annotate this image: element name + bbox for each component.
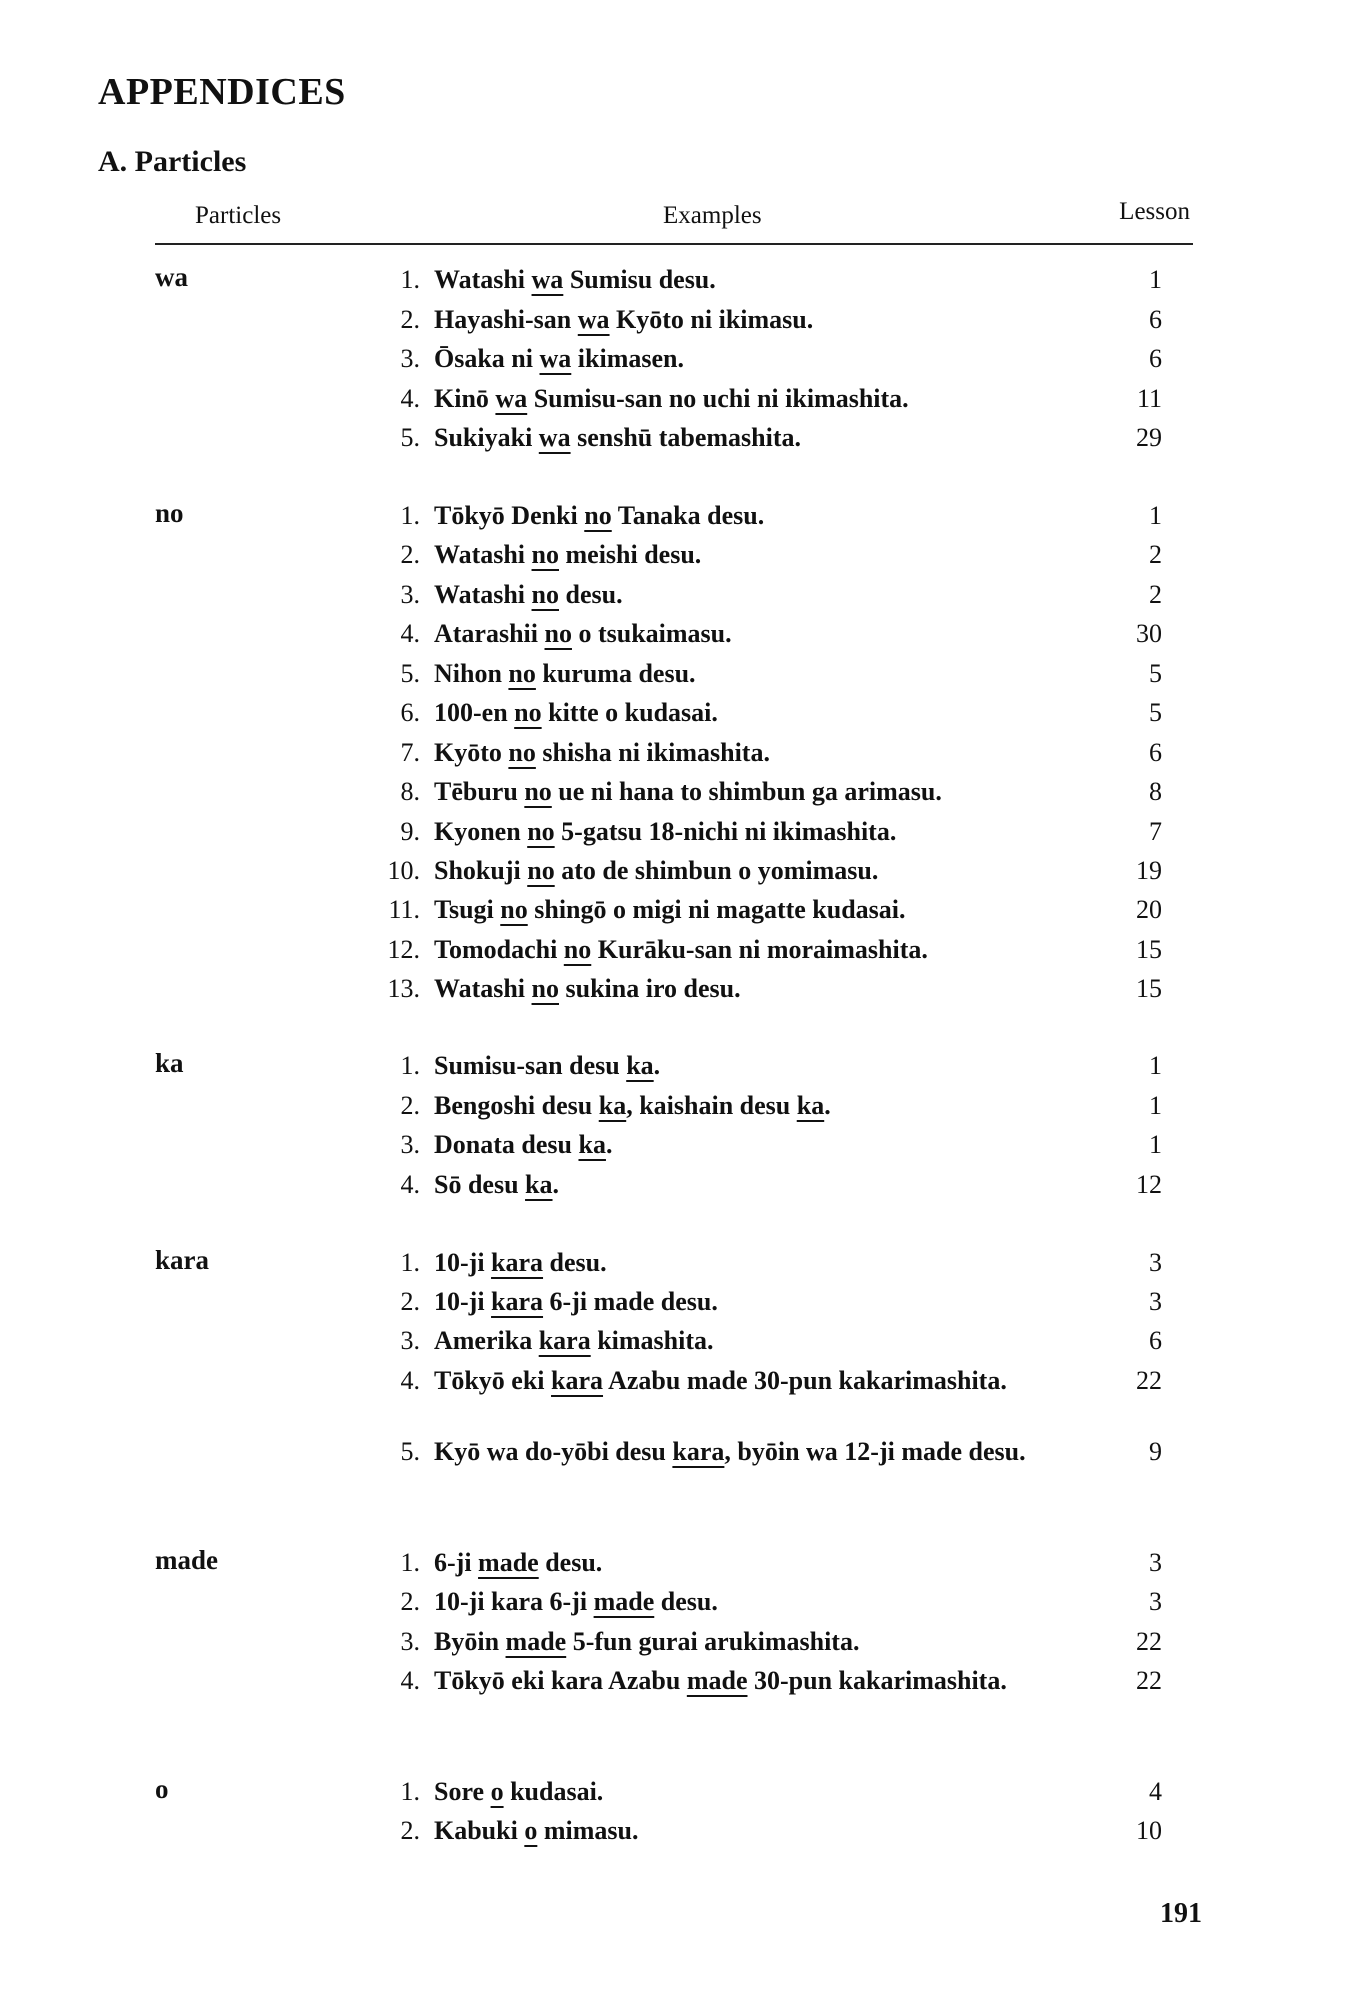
particle-highlight: o [524,1816,538,1845]
example-sentence: Watashi no desu. [434,580,623,609]
example-sentence: Hayashi-san wa Kyōto ni ikimasu. [434,305,814,334]
example-number: 2. [400,540,420,569]
example-sentence: Kyōto no shisha ni ikimashita. [434,738,770,767]
particle-highlight: ka [626,1051,654,1080]
example-sentence: 100-en no kitte o kudasai. [434,698,718,727]
example-number: 10. [387,856,420,885]
example-sentence: Sumisu-san desu ka. [434,1051,661,1080]
example-number: 9. [400,817,420,846]
example-number: 4. [400,619,420,648]
particle-highlight: no [531,580,559,609]
example-number: 2. [400,1091,420,1120]
lesson-number: 1 [1149,1091,1162,1120]
particle-highlight: no [531,540,559,569]
example-number: 3. [400,344,420,373]
column-header-examples: Examples [663,202,762,229]
lesson-number: 22 [1136,1627,1162,1656]
lesson-number: 22 [1136,1366,1162,1395]
lesson-number: 3 [1149,1248,1162,1277]
header-rule [155,243,1193,245]
example-sentence: Tēburu no ue ni hana to shimbun ga arimasu. [434,777,942,806]
lesson-number: 1 [1149,265,1162,294]
particle-highlight: wa [577,305,610,334]
example-number: 3. [400,580,420,609]
particle-highlight: no [527,856,555,885]
example-number: 3. [400,1326,420,1355]
particle-highlight: ka [525,1170,553,1199]
particle-label: wa [155,262,188,292]
example-sentence: Watashi no meishi desu. [434,540,702,569]
column-header-particles: Particles [195,202,282,229]
lesson-number: 7 [1149,817,1162,846]
example-sentence: Byōin made 5-fun gurai arukimashita. [434,1627,860,1656]
lesson-number: 11 [1136,384,1162,413]
particle-highlight: no [544,619,572,648]
lesson-number: 15 [1136,974,1162,1003]
particle-highlight: made [686,1666,748,1695]
example-number: 4. [400,1666,420,1695]
example-sentence: Tōkyō eki kara Azabu made 30-pun kakarimashita. [434,1366,1007,1395]
example-sentence: Nihon no kuruma desu. [434,659,696,688]
example-number: 5. [400,1437,420,1466]
particle-highlight: kara [491,1248,544,1277]
particle-label: o [155,1774,169,1804]
lesson-number: 6 [1149,344,1162,373]
example-sentence: Atarashii no o tsukaimasu. [434,619,732,648]
example-number: 7. [400,738,420,767]
lesson-number: 5 [1149,698,1162,727]
particle-highlight: wa [495,384,528,413]
lesson-number: 8 [1149,777,1162,806]
lesson-number: 30 [1136,619,1162,648]
example-sentence: 10-ji kara 6-ji made desu. [434,1587,718,1616]
lesson-number: 1 [1149,1130,1162,1159]
example-sentence: 10-ji kara 6-ji made desu. [434,1287,718,1316]
particle-highlight: no [514,698,542,727]
example-number: 2. [400,1816,420,1845]
particle-label: ka [155,1048,184,1078]
lesson-number: 15 [1136,935,1162,964]
example-sentence: Kabuki o mimasu. [434,1816,639,1845]
lesson-number: 29 [1136,423,1162,452]
particle-highlight: wa [539,344,572,373]
lesson-number: 1 [1149,501,1162,530]
example-sentence: 10-ji kara desu. [434,1248,607,1277]
example-sentence: Sore o kudasai. [434,1777,604,1806]
example-number: 11. [388,895,420,924]
example-number: 1. [400,1051,420,1080]
lesson-number: 12 [1136,1170,1162,1199]
lesson-number: 9 [1149,1437,1162,1466]
lesson-number: 3 [1149,1587,1162,1616]
example-sentence: Tōkyō Denki no Tanaka desu. [434,501,765,530]
example-sentence: Tomodachi no Kurāku-san ni moraimashita. [434,935,928,964]
lesson-number: 19 [1136,856,1162,885]
page-title: APPENDICES [98,71,346,113]
particle-highlight: made [478,1548,539,1577]
particle-highlight: made [505,1627,567,1656]
particle-highlight: no [508,738,536,767]
example-number: 5. [400,423,420,452]
lesson-number: 22 [1136,1666,1162,1695]
particle-highlight: kara [551,1366,604,1395]
particle-highlight: no [563,935,592,964]
example-number: 1. [400,1548,420,1577]
particle-highlight: no [531,974,559,1003]
particle-highlight: ka [598,1091,627,1120]
lesson-number: 20 [1136,895,1162,924]
example-number: 1. [400,1248,420,1277]
particle-highlight: kara [672,1437,725,1466]
example-number: 5. [400,659,420,688]
particle-highlight: no [500,895,528,924]
column-header-lesson: Lesson [1119,198,1190,225]
particle-highlight: no [584,501,612,530]
example-number: 13. [387,974,420,1003]
lesson-number: 5 [1149,659,1162,688]
particle-label: kara [155,1245,209,1275]
example-number: 1. [400,501,420,530]
example-sentence: Bengoshi desu ka, kaishain desu ka. [434,1091,831,1120]
example-number: 1. [400,1777,420,1806]
example-sentence: Tsugi no shingō o migi ni magatte kudasai. [434,895,906,924]
example-sentence: Kyō wa do-yōbi desu kara, byōin wa 12-ji made desu. [434,1437,1026,1466]
example-sentence: Watashi wa Sumisu desu. [434,265,716,294]
particle-highlight: no [524,777,552,806]
page-number: 191 [1160,1898,1202,1929]
example-sentence: Ōsaka ni wa ikimasen. [434,344,684,373]
particle-highlight: no [527,817,555,846]
example-number: 4. [400,384,420,413]
example-sentence: Sō desu ka. [434,1170,560,1199]
particle-highlight: kara [538,1326,591,1355]
lesson-number: 4 [1149,1777,1162,1806]
lesson-number: 2 [1149,540,1162,569]
example-sentence: Sukiyaki wa senshū tabemashita. [434,423,802,452]
example-sentence: Tōkyō eki kara Azabu made 30-pun kakarimashita. [434,1666,1007,1695]
lesson-number: 1 [1149,1051,1162,1080]
particle-highlight: no [508,659,536,688]
lesson-number: 2 [1149,580,1162,609]
example-sentence: Donata desu ka. [434,1130,613,1159]
lesson-number: 3 [1149,1548,1162,1577]
example-number: 2. [400,1287,420,1316]
lesson-number: 6 [1149,305,1162,334]
particle-highlight: wa [538,423,571,452]
example-sentence: Watashi no sukina iro desu. [434,974,741,1003]
particle-label: no [155,498,184,528]
example-number: 8. [400,777,420,806]
lesson-number: 10 [1136,1816,1162,1845]
particle-label: made [155,1545,218,1575]
particle-highlight: wa [531,265,564,294]
example-sentence: 6-ji made desu. [434,1548,603,1577]
lesson-number: 6 [1149,738,1162,767]
example-number: 1. [400,265,420,294]
particle-highlight: made [593,1587,655,1616]
particle-highlight: kara [491,1287,544,1316]
particle-highlight: o [490,1777,504,1806]
example-number: 2. [400,305,420,334]
example-sentence: Kinō wa Sumisu-san no uchi ni ikimashita. [434,384,909,413]
example-sentence: Shokuji no ato de shimbun o yomimasu. [434,856,879,885]
lesson-number: 6 [1149,1326,1162,1355]
particle-highlight: ka [796,1091,825,1120]
example-sentence: Amerika kara kimashita. [434,1326,714,1355]
example-number: 2. [400,1587,420,1616]
lesson-number: 3 [1149,1287,1162,1316]
example-number: 3. [400,1130,420,1159]
example-number: 4. [400,1366,420,1395]
example-number: 4. [400,1170,420,1199]
example-number: 6. [400,698,420,727]
example-number: 3. [400,1627,420,1656]
particle-highlight: ka [578,1130,606,1159]
section-heading: A. Particles [98,145,247,178]
example-number: 12. [387,935,420,964]
example-sentence: Kyonen no 5-gatsu 18-nichi ni ikimashita. [434,817,897,846]
